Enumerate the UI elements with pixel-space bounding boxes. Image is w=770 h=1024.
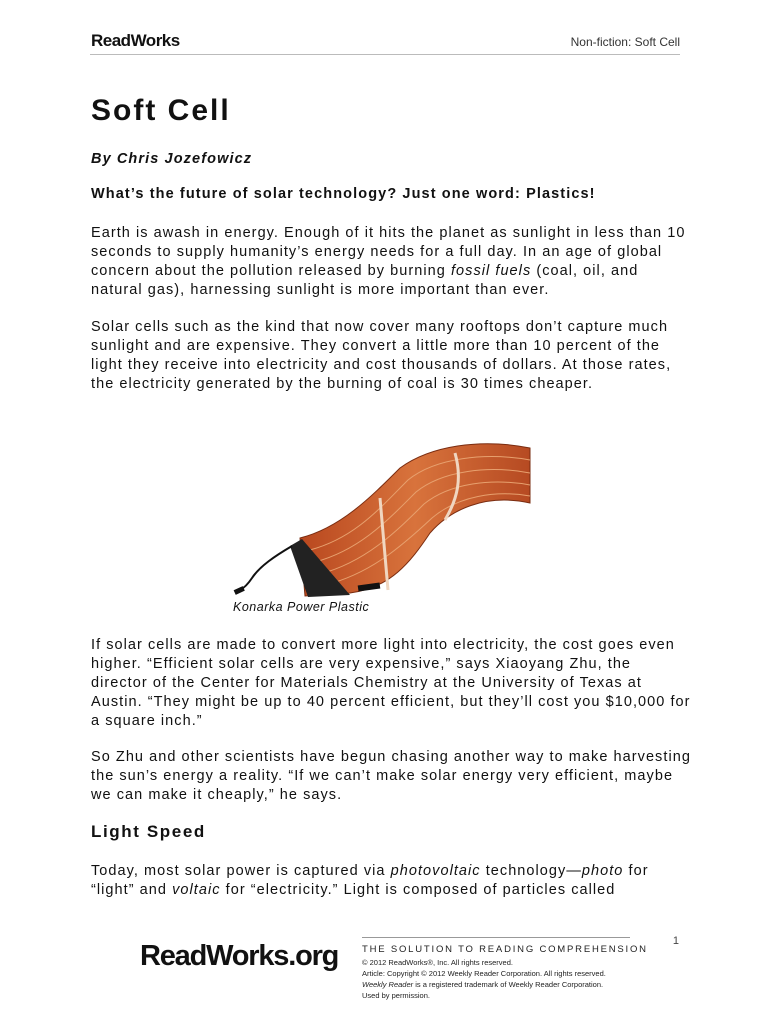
permission-line: Used by permission. [362,991,430,1000]
byline: By Chris Jozefowicz [91,151,253,167]
copyright-line: © 2012 ReadWorks®, Inc. All rights reserved. [362,958,513,967]
header-divider [90,54,680,55]
paragraph-2: Solar cells such as the kind that now cover many rooftops don’t capture much sunlight and are expensive. They convert a little more than 10 percent of the light they receive into electricity and cost thousands of dollars. At those rates, the electricity generated by the burning of coal is 30 times cheaper. [91,319,672,392]
paragraph-4: So Zhu and other scientists have begun chasing another way to make harvesting the sun’s energy a reality. “If we can’t make solar energy very efficient, maybe we can make it cheaply,” he says. [91,749,691,803]
fossil-fuels-term: fossil fuels [450,263,532,279]
paragraph-1: Earth is awash in energy. Enough of it hits the planet as sunlight in less than 10 seconds to supply humanity’s energy needs for a full day. In an age of global concern about the pollution released by burning fossil fuels (coal, oil, and natural gas), harnessing sunlight is more important than ever. [91,225,686,298]
trademark-line: Weekly Reader is a registered trademark of Weekly Reader Corporation. [362,980,604,989]
article-subheading: What’s the future of solar technology? Just one word: Plastics! [91,186,596,202]
footer-logo: ReadWorks.org [140,940,339,972]
figure-caption: Konarka Power Plastic [233,600,370,614]
solar-panel-image [230,438,540,598]
footer-tagline: THE SOLUTION TO READING COMPREHENSION [362,944,648,955]
page-title: Soft Cell [91,94,231,127]
page-number: 1 [672,935,679,947]
section-heading: Light Speed [91,822,206,841]
paragraph-3: If solar cells are made to convert more light into electricity, the cost goes even higher. “Efficient solar cells are very expensive,” says Xiaoyang Zhu, the director of the Center for Materials Chemistry at the University of Texas at Austin. “They might be up to 40 percent efficient, but they’ll cost you $10,000 for a square inch.” [91,637,691,729]
paragraph-5: Today, most solar power is captured via photovoltaic technology—photo for “light” and voltaic for “electricity.” Light is composed of particles called [91,863,649,898]
document-label: Non-fiction: Soft Cell [570,35,680,49]
footer-divider [362,937,630,938]
article-copyright-line: Article: Copyright © 2012 Weekly Reader Corporation. All rights reserved. [362,969,606,978]
readworks-logo: ReadWorks [91,31,180,50]
